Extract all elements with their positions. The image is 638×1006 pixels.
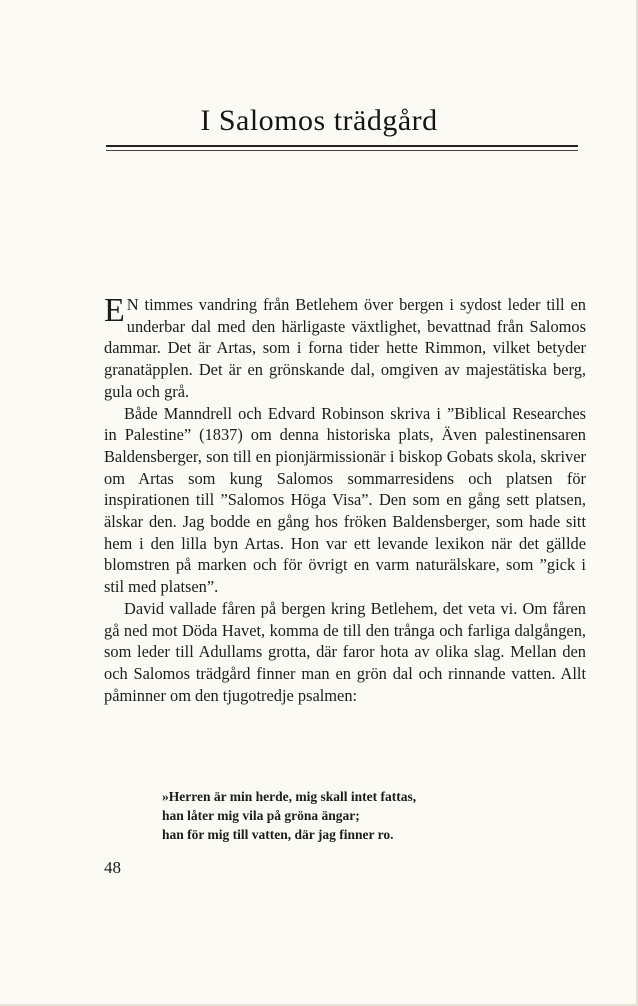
- paragraph-3: David vallade fåren på bergen kring Betlehem, det veta vi. Om fåren gå ned mot Döda Havet, komma de till den trånga och farliga dalgången, som leder till Adullams grotta, där faror hota av olika slag. Mellan den och Salomos trädgård finner man en grön dal och rinnande vatten. Allt påminner om den tjugotredje psalmen:: [104, 598, 586, 705]
- psalm-quote: [162, 787, 502, 844]
- body-text: [104, 294, 586, 706]
- page-number: 48: [104, 858, 121, 877]
- paragraph-1-text: N timmes vandring från Betlehem över bergen i sydost leder till en underbar dal med den härligaste växtlighet, bevattnad från Salomos dammar. Det är Artas, som i forna tider hette Rimmon, vilket betyder granatäpplen. Det är en grönskande dal, omgiven av majestätiska berg, gula och grå.: [104, 295, 586, 401]
- quote-line: »Herren är min herde, mig skall intet fattas,: [162, 789, 417, 804]
- paragraph-2: Både Manndrell och Edvard Robinson skriva i ”Biblical Researches in Palestine” (1837) om denna historiska plats, Även palestinensaren Baldensberger, son till en pionjärmissionär i biskop Gobats skola, skriver om Artas som kung Salomos sommarresidens och platsen för inspirationen till ”Salomos Höga Visa”. Den som en gång sett platsen, älskar den. Jag bodde en gång hos fröken Baldensberger, som hade sitt hem i den lilla byn Artas. Hon var ett levande lexikon när det gällde blomstren på marken och för övrigt en varm naturälskare, som ”gick i stil med platsen”.: [104, 403, 586, 597]
- quote-line: han för mig till vatten, där jag finner ro.: [162, 827, 394, 842]
- paragraph-1: [104, 294, 586, 403]
- quote-line: han låter mig vila på gröna ängar;: [162, 808, 360, 823]
- page-title: I Salomos trädgård: [200, 104, 438, 137]
- title-rule-thick: [106, 145, 578, 147]
- title-rule-thin: [106, 150, 578, 151]
- drop-initial: E: [104, 292, 125, 329]
